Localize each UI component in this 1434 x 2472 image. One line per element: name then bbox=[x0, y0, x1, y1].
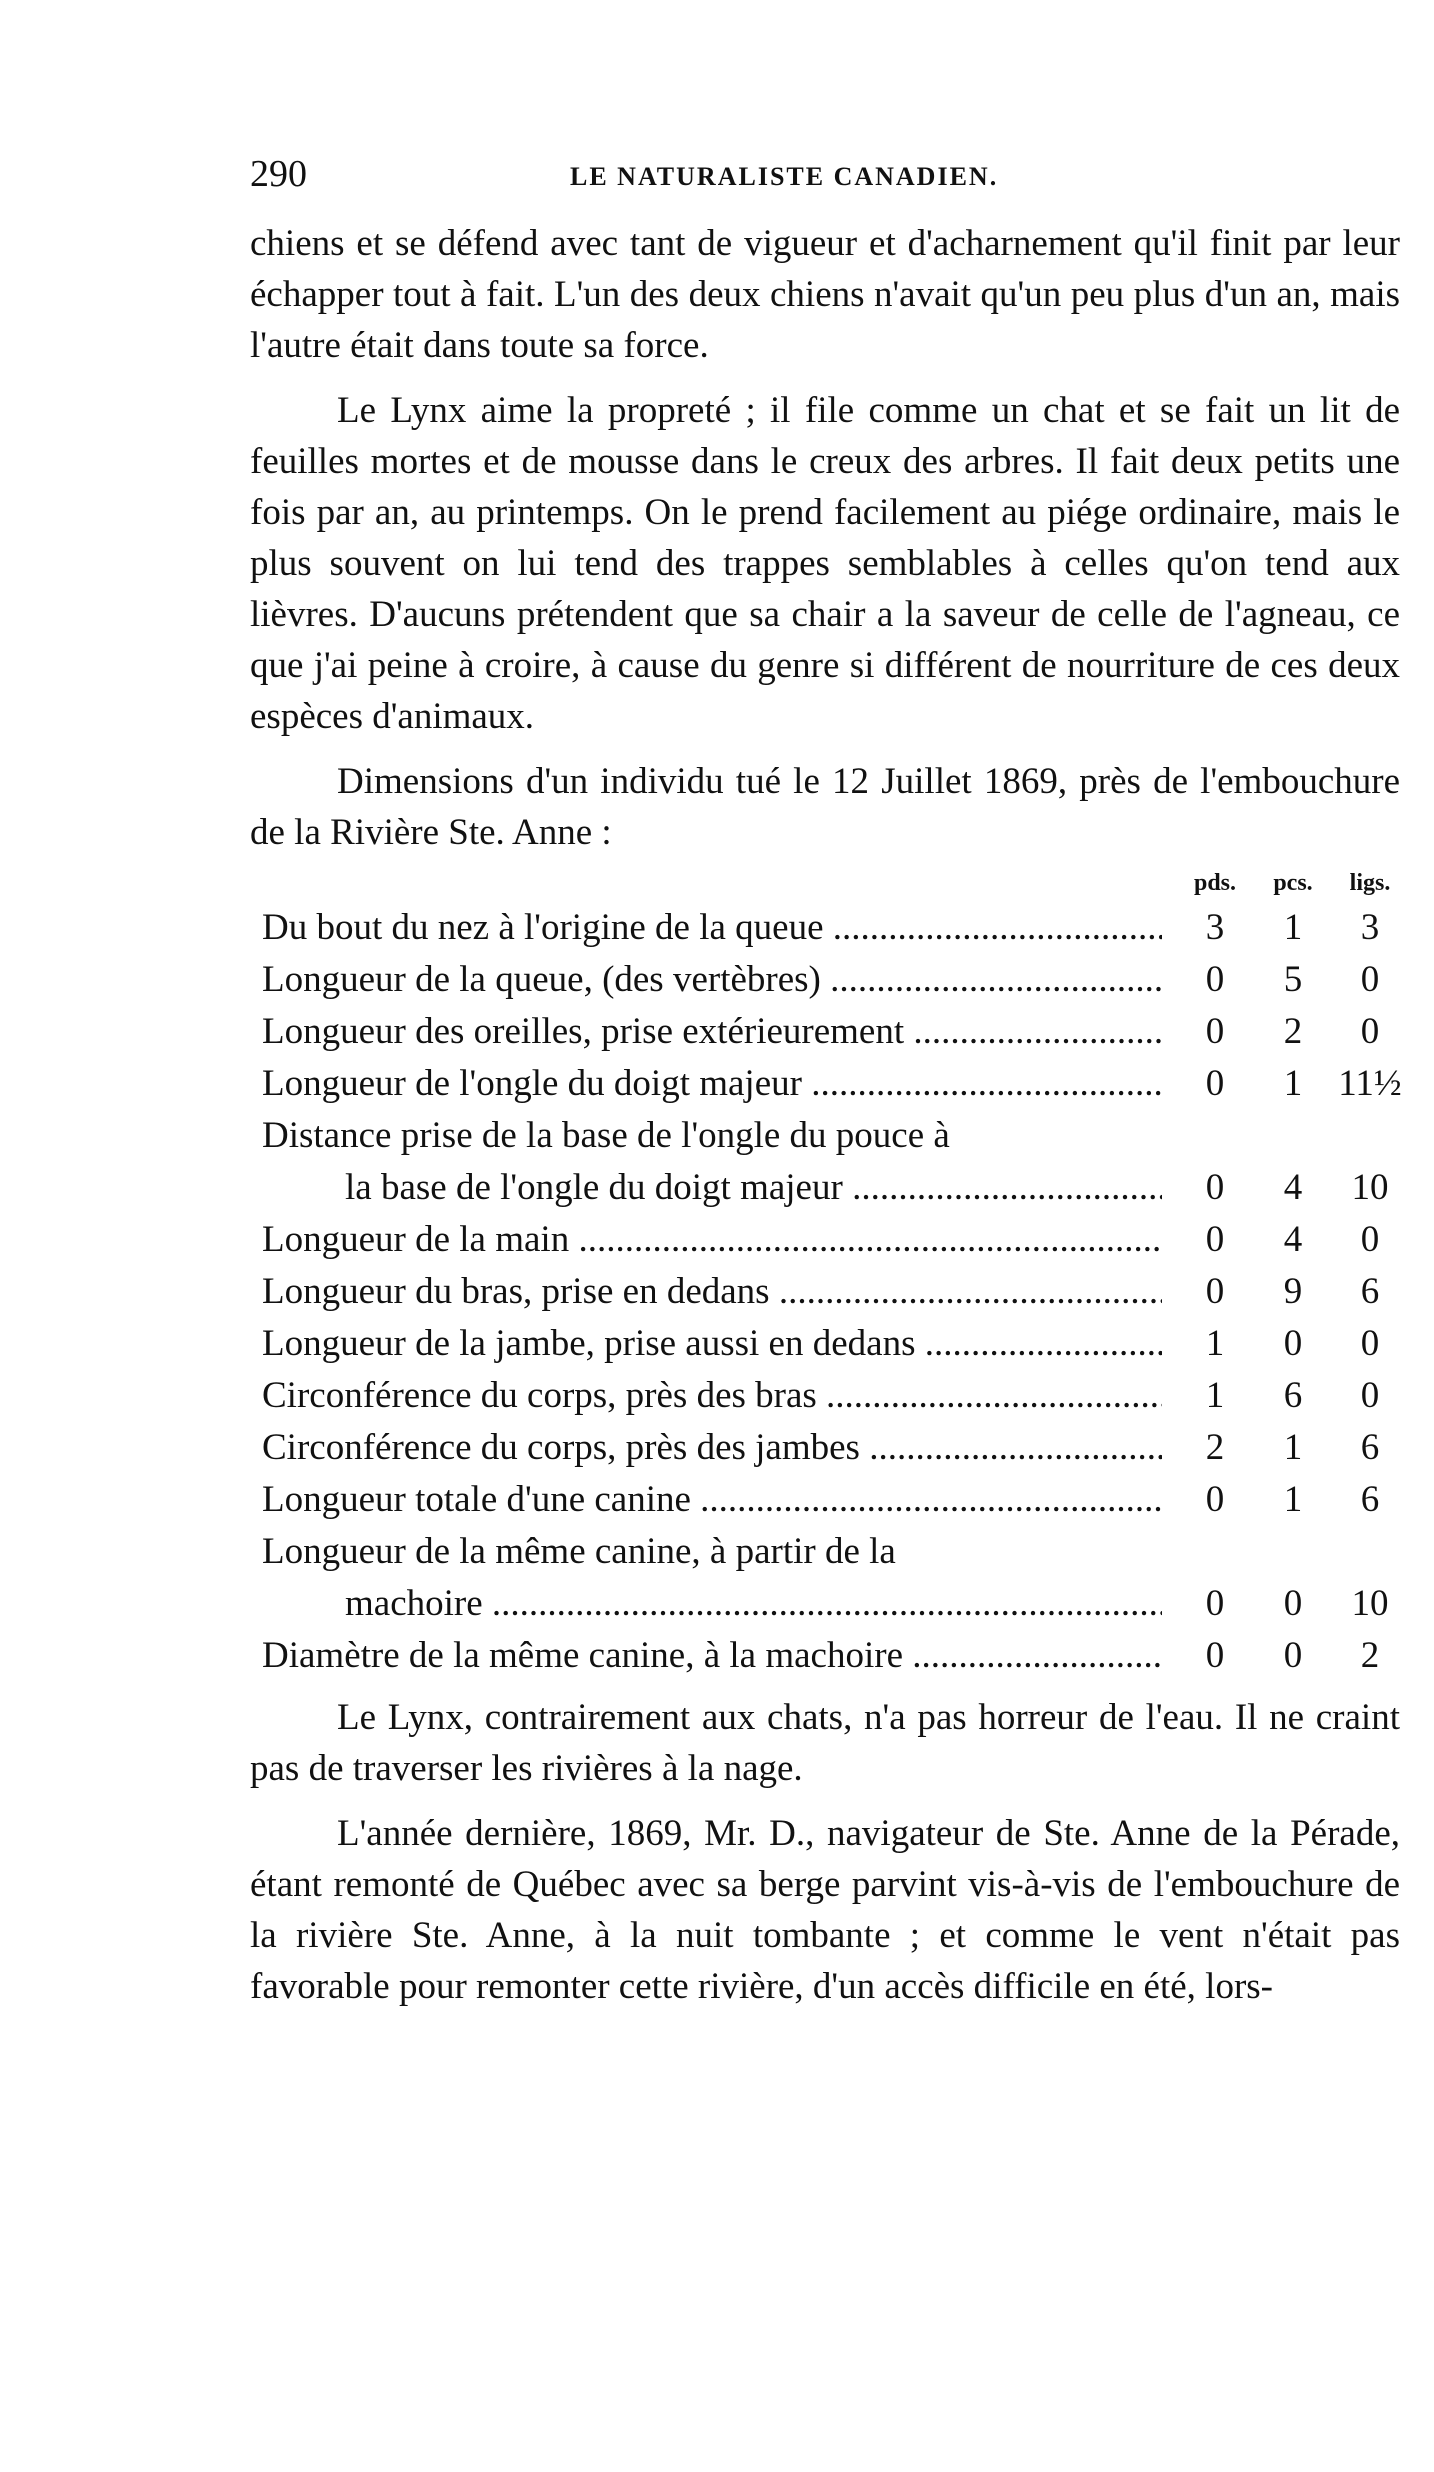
leader-dots bbox=[824, 907, 1163, 948]
table-row bbox=[250, 1578, 1400, 1630]
row-label bbox=[262, 1526, 1162, 1578]
leader-dots bbox=[817, 1375, 1162, 1416]
row-label-text: Longueur des oreilles, prise extérieurement bbox=[262, 1011, 905, 1052]
value-pcs: 1 bbox=[1283, 1427, 1303, 1468]
table-row bbox=[250, 1162, 1400, 1214]
table-row bbox=[250, 1370, 1400, 1422]
value-pcs: 4 bbox=[1283, 1219, 1303, 1260]
value-pcs: 1 bbox=[1283, 1063, 1303, 1104]
value-pds: 0 bbox=[1205, 1635, 1225, 1676]
leader-dots bbox=[483, 1583, 1162, 1624]
value-pds: 0 bbox=[1205, 959, 1225, 1000]
table-row bbox=[250, 1214, 1400, 1266]
value-pcs: 6 bbox=[1283, 1375, 1303, 1416]
value-pcs: 2 bbox=[1283, 1011, 1303, 1052]
book-page bbox=[250, 150, 1400, 2012]
row-label-text: Longueur de l'ongle du doigt majeur bbox=[262, 1063, 802, 1104]
table-row bbox=[250, 954, 1400, 1006]
paragraph-dimensions-intro: Dimensions d'un individu tué le 12 Juillet 1869, près de l'embouchure de la Rivière Ste. Anne : bbox=[250, 761, 1400, 853]
leader-dots bbox=[843, 1167, 1162, 1208]
leader-dots bbox=[691, 1479, 1162, 1520]
row-label bbox=[262, 1266, 1162, 1318]
value-pds: 1 bbox=[1205, 1375, 1225, 1416]
unit-pcs: pcs. bbox=[1273, 870, 1313, 896]
row-label bbox=[262, 1422, 1162, 1474]
unit-ligs: ligs. bbox=[1349, 870, 1391, 896]
row-label-text: Longueur du bras, prise en dedans bbox=[262, 1271, 770, 1312]
value-ligs: 2 bbox=[1360, 1635, 1380, 1676]
paragraph-navigator: L'année dernière, 1869, Mr. D., navigateur de Ste. Anne de la Pérade, étant remonté de Québec avec sa berge parvint vis-à-vis de l'embouchure de la rivière Ste. Anne, à la nuit tombante ; et comme le vent n'était pas favorable pour remonter cette rivière, d'un accès difficile en été, lors- bbox=[250, 1813, 1400, 2007]
value-pds: 0 bbox=[1205, 1063, 1225, 1104]
row-label-text: la base de l'ongle du doigt majeur bbox=[345, 1167, 843, 1208]
value-ligs: 0 bbox=[1360, 1323, 1380, 1364]
table-row bbox=[250, 902, 1400, 954]
value-pcs: 1 bbox=[1283, 1479, 1303, 1520]
table-row bbox=[250, 1526, 1400, 1578]
units-header bbox=[250, 862, 1400, 902]
value-ligs: 10 bbox=[1351, 1167, 1389, 1208]
row-label bbox=[262, 1630, 1162, 1682]
row-label-text: Distance prise de la base de l'ongle du pouce à bbox=[262, 1115, 950, 1156]
leader-dots bbox=[860, 1427, 1162, 1468]
table-row bbox=[250, 1422, 1400, 1474]
row-label bbox=[262, 1214, 1162, 1266]
value-ligs: 10 bbox=[1351, 1583, 1389, 1624]
value-pds: 0 bbox=[1205, 1479, 1225, 1520]
page-header bbox=[250, 150, 1400, 210]
value-ligs: 0 bbox=[1360, 959, 1380, 1000]
leader-dots bbox=[904, 1011, 1162, 1052]
value-pcs: 9 bbox=[1283, 1271, 1303, 1312]
value-pcs: 0 bbox=[1283, 1583, 1303, 1624]
table-row bbox=[250, 1266, 1400, 1318]
leader-dots bbox=[903, 1635, 1162, 1676]
value-ligs: 0 bbox=[1360, 1011, 1380, 1052]
row-label bbox=[262, 1110, 1162, 1162]
table-row bbox=[250, 1630, 1400, 1682]
value-ligs: 6 bbox=[1360, 1271, 1380, 1312]
paragraph-water: Le Lynx, contrairement aux chats, n'a pas horreur de l'eau. Il ne craint pas de traverser les rivières à la nage. bbox=[250, 1697, 1400, 1789]
table-row bbox=[250, 1474, 1400, 1526]
row-label bbox=[345, 1578, 1162, 1630]
table-row bbox=[250, 1006, 1400, 1058]
value-pds: 2 bbox=[1205, 1427, 1225, 1468]
paragraph-lynx-habits: Le Lynx aime la propreté ; il file comme un chat et se fait un lit de feuilles mortes et de mousse dans le creux des arbres. Il fait deux petits une fois par an, au printemps. On le prend facilement au piége ordinaire, mais le plus souvent on lui tend des trappes semblables à celles qu'on tend aux lièvres. D'aucuns prétendent que sa chair a la saveur de celle de l'agneau, ce que j'ai peine à croire, à cause du genre si différent de nourriture de ces deux espèces d'animaux. bbox=[250, 390, 1400, 737]
value-ligs: 3 bbox=[1360, 907, 1380, 948]
table-row bbox=[250, 1058, 1400, 1110]
value-ligs: 0 bbox=[1360, 1375, 1380, 1416]
value-ligs: 11½ bbox=[1338, 1063, 1402, 1104]
value-pds: 3 bbox=[1205, 907, 1225, 948]
table-row bbox=[250, 1110, 1400, 1162]
value-pcs: 0 bbox=[1283, 1635, 1303, 1676]
table-row bbox=[250, 1318, 1400, 1370]
value-pds: 0 bbox=[1205, 1011, 1225, 1052]
row-label-text: Longueur de la même canine, à partir de la bbox=[262, 1531, 896, 1572]
value-pcs: 0 bbox=[1283, 1323, 1303, 1364]
row-label-text: Longueur de la main bbox=[262, 1219, 570, 1260]
row-label-text: Du bout du nez à l'origine de la queue bbox=[262, 907, 824, 948]
leader-dots bbox=[915, 1323, 1162, 1364]
row-label-text: Circonférence du corps, près des bras bbox=[262, 1375, 817, 1416]
page-number: 290 bbox=[250, 153, 307, 195]
row-label bbox=[345, 1162, 1162, 1214]
row-label-text: Diamètre de la même canine, à la machoire bbox=[262, 1635, 903, 1676]
leader-dots bbox=[802, 1063, 1162, 1104]
value-pds: 0 bbox=[1205, 1219, 1225, 1260]
row-label bbox=[262, 1006, 1162, 1058]
table-rows bbox=[250, 902, 1400, 1682]
row-label bbox=[262, 1370, 1162, 1422]
paragraph-dogs: chiens et se défend avec tant de vigueur et d'acharnement qu'il finit par leur échapper tout à fait. L'un des deux chiens n'avait qu'un peu plus d'un an, mais l'autre était dans toute sa force. bbox=[250, 223, 1400, 366]
value-ligs: 6 bbox=[1360, 1479, 1380, 1520]
row-label bbox=[262, 1318, 1162, 1370]
row-label-text: Circonférence du corps, près des jambes bbox=[262, 1427, 860, 1468]
value-ligs: 0 bbox=[1360, 1219, 1380, 1260]
row-label bbox=[262, 902, 1162, 954]
row-label bbox=[262, 954, 1162, 1006]
row-label-text: Longueur totale d'une canine bbox=[262, 1479, 691, 1520]
value-pds: 0 bbox=[1205, 1271, 1225, 1312]
row-label bbox=[262, 1474, 1162, 1526]
row-label-text: Longueur de la jambe, prise aussi en dedans bbox=[262, 1323, 916, 1364]
leader-dots bbox=[821, 959, 1162, 1000]
value-pds: 1 bbox=[1205, 1323, 1225, 1364]
dimensions-table bbox=[250, 862, 1400, 1682]
value-ligs: 6 bbox=[1360, 1427, 1380, 1468]
row-label-text: Longueur de la queue, (des vertèbres) bbox=[262, 959, 821, 1000]
value-pcs: 4 bbox=[1283, 1167, 1303, 1208]
value-pcs: 5 bbox=[1283, 959, 1303, 1000]
row-label bbox=[262, 1058, 1162, 1110]
running-title: LE NATURALISTE CANADIEN. bbox=[570, 162, 999, 191]
leader-dots bbox=[569, 1219, 1162, 1260]
value-pds: 0 bbox=[1205, 1583, 1225, 1624]
leader-dots bbox=[770, 1271, 1162, 1312]
unit-pds: pds. bbox=[1193, 870, 1237, 896]
value-pcs: 1 bbox=[1283, 907, 1303, 948]
row-label-text: machoire bbox=[345, 1583, 483, 1624]
value-pds: 0 bbox=[1205, 1167, 1225, 1208]
